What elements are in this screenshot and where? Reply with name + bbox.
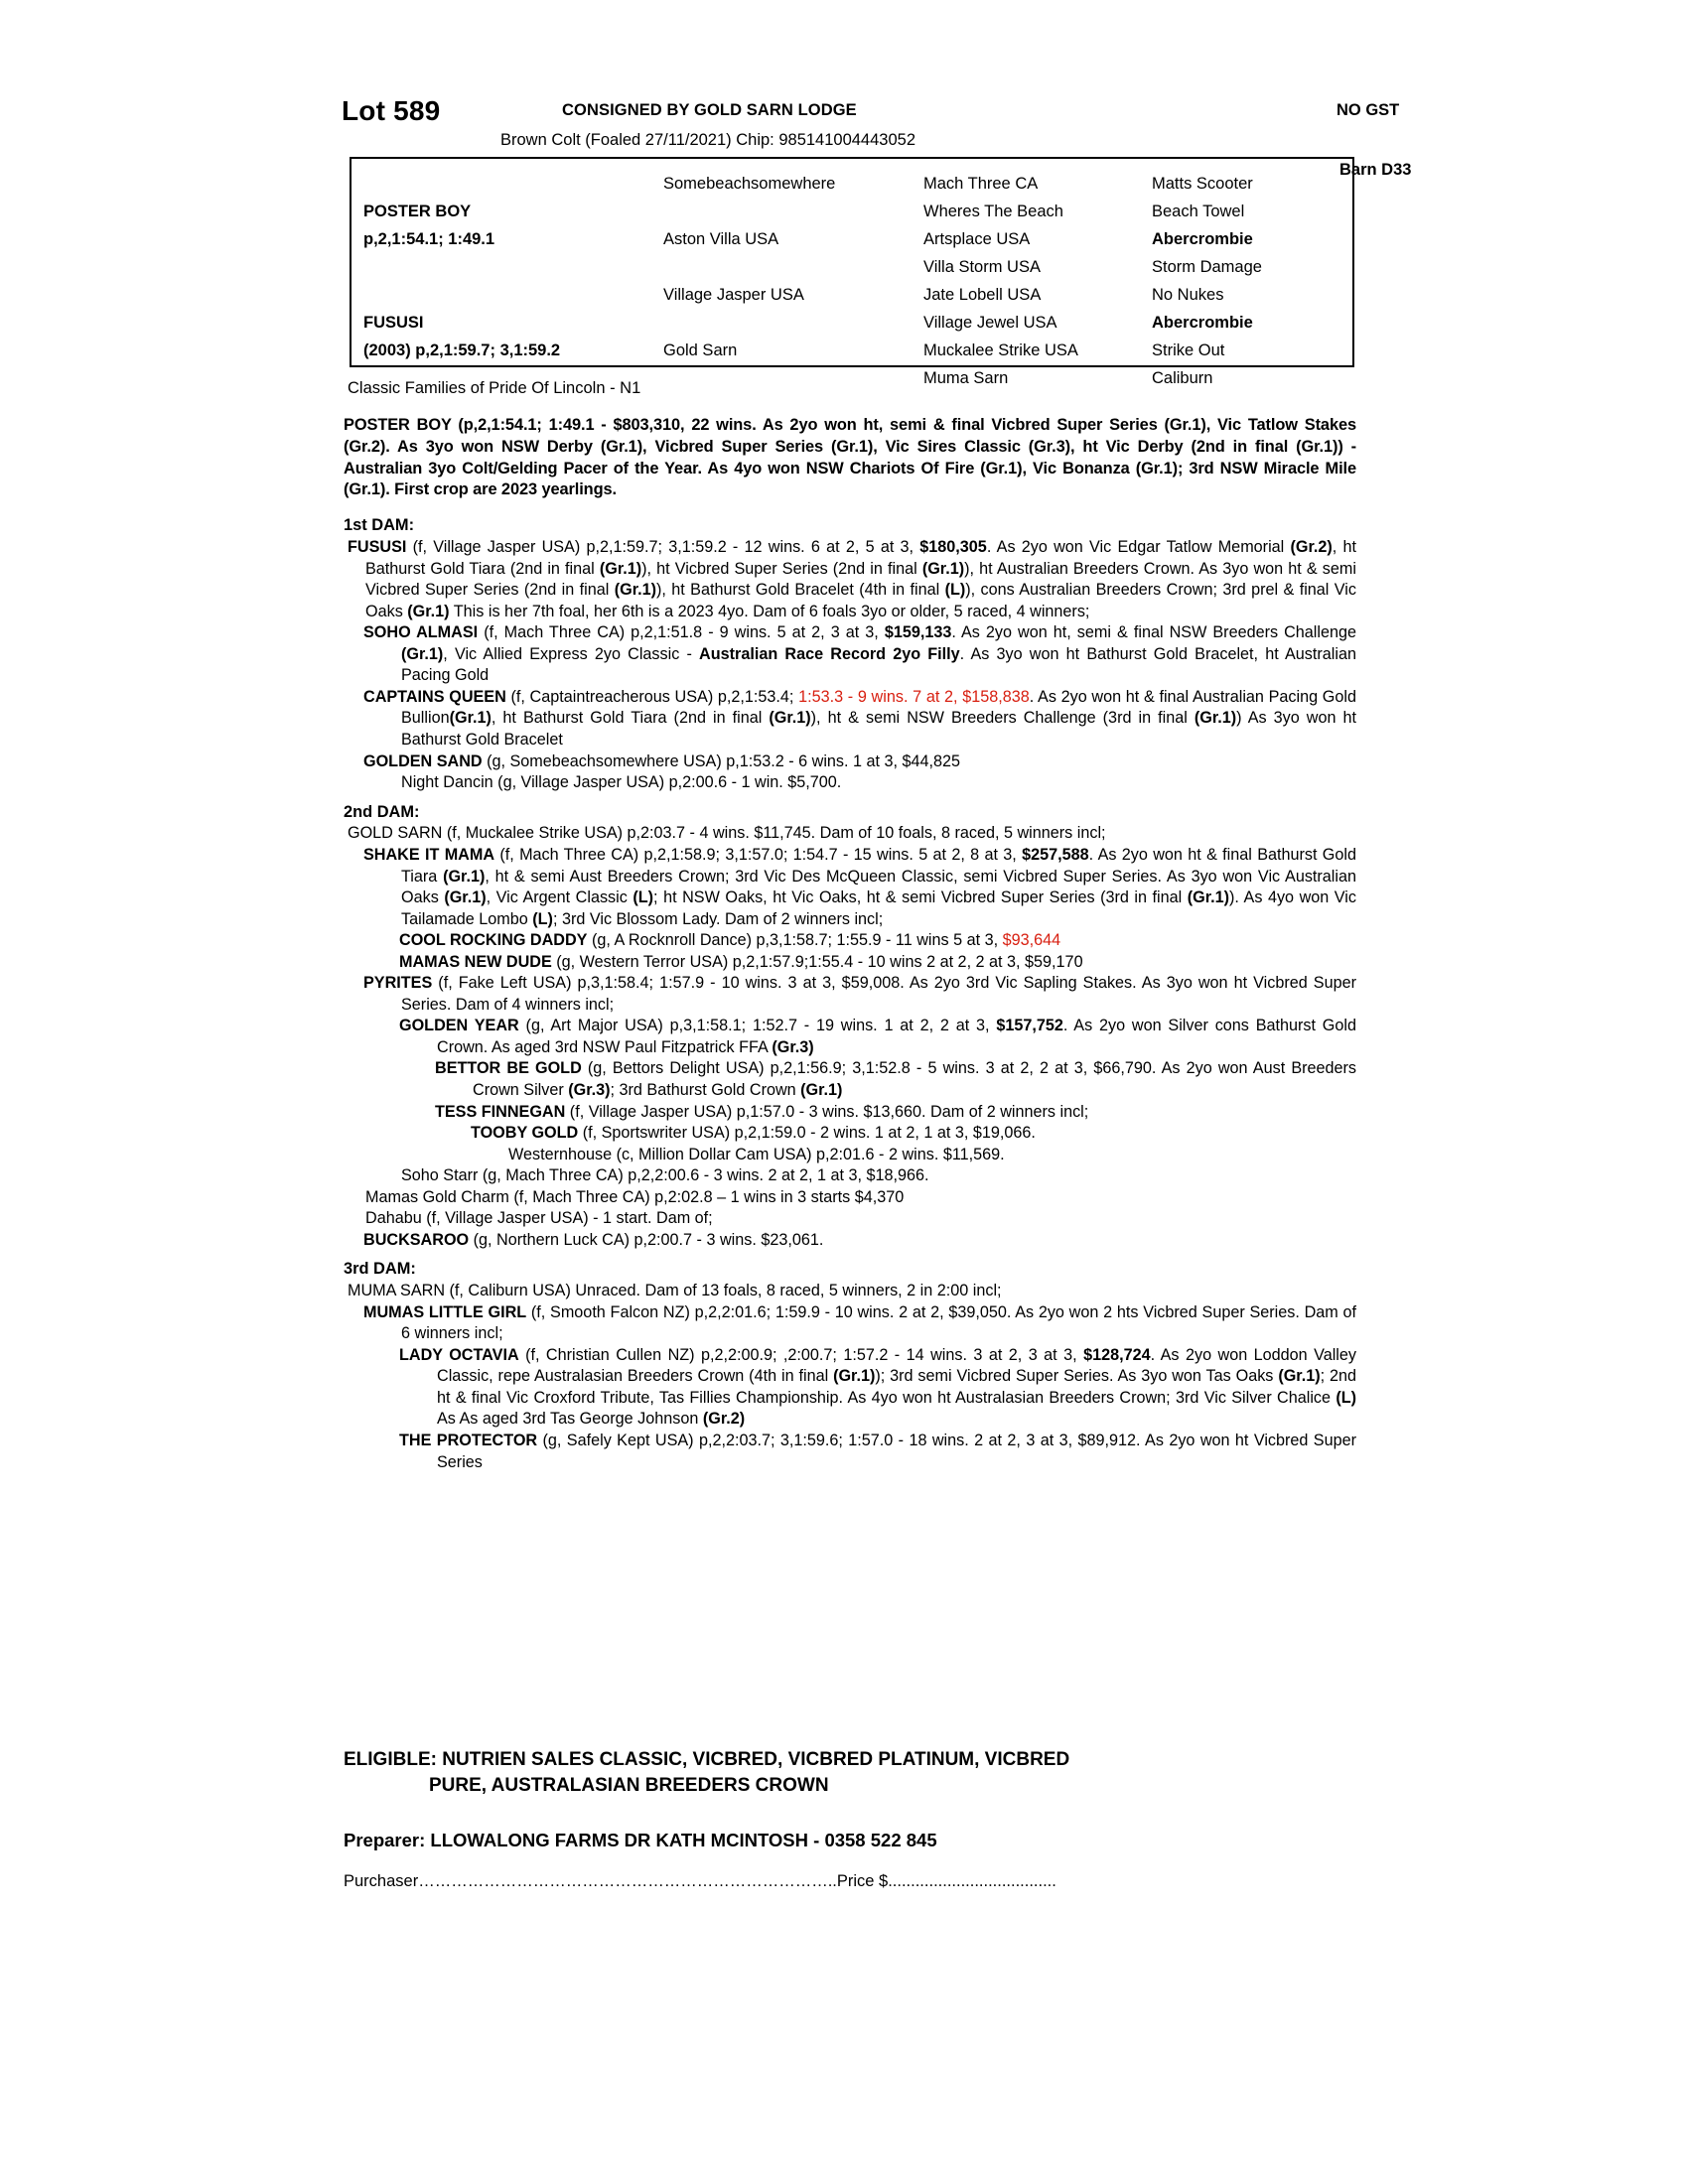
progeny-entry: Dahabu (f, Village Jasper USA) - 1 start. Dam of; [365, 1209, 713, 1228]
progeny-entry: COOL ROCKING DADDY (g, A Rocknroll Dance) p,3,1:58.7; 1:55.9 - 11 wins 5 at 3, $93,644 [399, 931, 1061, 950]
pedigree-cell: Villa Storm USA [923, 258, 1041, 276]
preparer-line: Preparer: LLOWALONG FARMS DR KATH MCINTOSH - 0358 522 845 [344, 1830, 937, 1850]
sire-name: POSTER BOY [363, 203, 472, 220]
pedigree-cell: No Nukes [1152, 286, 1224, 304]
pedigree-cell: Matts Scooter [1152, 175, 1253, 193]
pedigree-cell: Jate Lobell USA [923, 286, 1042, 304]
third-dam-heading: 3rd DAM: [344, 1260, 416, 1279]
pedigree-column-great-grandparents [910, 159, 1138, 387]
pedigree-cell: Village Jasper USA [663, 286, 804, 304]
eligibility-line-1: ELIGIBLE: NUTRIEN SALES CLASSIC, VICBRED, VICBRED PLATINUM, VICBRED [344, 1749, 1070, 1770]
progeny-entry: TESS FINNEGAN (f, Village Jasper USA) p,1:57.0 - 3 wins. $13,660. Dam of 2 winners incl; [435, 1102, 1089, 1121]
second-dam-heading: 2nd DAM: [344, 802, 420, 821]
progeny-entry: MUMAS LITTLE GIRL (f, Smooth Falcon NZ) p,2,2:01.6; 1:59.9 - 10 wins. 2 at 2, $39,050. As 2yo won 2 hts Vicbred Super Series. Dam of 6 winners incl; [363, 1302, 1357, 1343]
progeny-entry: GOLDEN YEAR (g, Art Major USA) p,3,1:58.1; 1:52.7 - 19 wins. 1 at 2, 2 at 3, $157,752. As 2yo won Silver cons Bathurst Gold Crown. As aged 3rd NSW Paul Fitzpatrick FFA (Gr.3) [399, 1017, 1356, 1056]
pedigree-cell: Mach Three CA [923, 175, 1039, 193]
progeny-entry: Westernhouse (c, Million Dollar Cam USA) p,2:01.6 - 2 wins. $11,569. [508, 1145, 1005, 1163]
pedigree-cell: Caliburn [1152, 369, 1213, 387]
progeny-entry: LADY OCTAVIA (f, Christian Cullen NZ) p,2,2:00.9; ,2:00.7; 1:57.2 - 14 wins. 3 at 2, 3 at 3, $128,724. As 2yo won Loddon Valley Classic, repe Australasian Breeders Crown (4th in final (Gr.1)); 3rd semi Vicbred Super Series. As 3yo won Tas Oaks (Gr.1); 2nd ht & final Vic Croxford Tribute, Tas Fillies Championship. As 4yo won ht Australasian Breeders Crown; 3rd Vic Silver Chalice (L) As As aged 3rd Tas George Johnson (Gr.2) [399, 1345, 1356, 1429]
pedigree-cell: Gold Sarn [663, 341, 738, 359]
pedigree-cell: Muckalee Strike USA [923, 341, 1078, 359]
eligibility-block [344, 1747, 1356, 1798]
progeny-entry: TOOBY GOLD (f, Sportswriter USA) p,2,1:59.0 - 2 wins. 1 at 2, 1 at 3, $19,066. [471, 1124, 1036, 1143]
barn-number: Barn D33 [1339, 161, 1412, 179]
pedigree-cell: Abercrombie [1152, 314, 1253, 332]
pedigree-column-grandparents [649, 159, 910, 365]
eligibility-line-2: PURE, AUSTRALASIAN BREEDERS CROWN [429, 1774, 829, 1796]
classic-families-line: Classic Families of Pride Of Lincoln - N1 [348, 379, 641, 397]
pedigree-cell: Somebeachsomewhere [663, 175, 836, 193]
pedigree-cell: Strike Out [1152, 341, 1225, 359]
dam-record: (2003) p,2,1:59.7; 3,1:59.2 [363, 341, 561, 359]
progeny-entry: PYRITES (f, Fake Left USA) p,3,1:58.4; 1:57.9 - 10 wins. 3 at 3, $59,008. As 2yo 3rd Vic Sapling Stakes. As 3yo won ht Vicbred Super Series. Dam of 4 winners incl; [363, 974, 1356, 1014]
pedigree-cell: Abercrombie [1152, 230, 1253, 248]
dam-entry: FUSUSI (f, Village Jasper USA) p,2,1:59.7; 3,1:59.2 - 12 wins. 6 at 2, 5 at 3, $180,305. As 2yo won Vic Edgar Tatlow Memorial (Gr.2), ht Bathurst Gold Tiara (2nd in final (Gr.1)), ht Vicbred Super Series (2nd in final (Gr.1)), ht Australian Breeders Crown. As 3yo won ht & semi Vicbred Super Series (2nd in final (Gr.1)), ht Bathurst Gold Bracelet (4th in final (L)), cons Australian Breeders Crown; 3rd prel & final Vic Oaks (Gr.1) This is her 7th foal, her 6th is a 2023 4yo. Dam of 6 foals 3yo or older, 5 raced, 4 winners; [348, 538, 1357, 620]
dam-entry: MUMA SARN (f, Caliburn USA) Unraced. Dam of 13 foals, 8 raced, 5 winners, 2 in 2:00 incl; [348, 1282, 1002, 1300]
lot-number: Lot 589 [342, 95, 441, 126]
progeny-entry: Night Dancin (g, Village Jasper USA) p,2:00.6 - 1 win. $5,700. [401, 773, 842, 792]
progeny-entry: BUCKSAROO (g, Northern Luck CA) p,2:00.7 - 3 wins. $23,061. [363, 1230, 824, 1249]
pedigree-table [350, 157, 1354, 387]
progeny-entry: CAPTAINS QUEEN (f, Captaintreacherous USA) p,2,1:53.4; 1:53.3 - 9 wins. 7 at 2, $158,838. As 2yo won ht & final Australian Pacing Gold Bullion(Gr.1), ht Bathurst Gold Tiara (2nd in final (Gr.1)), ht & semi NSW Breeders Challenge (3rd in final (Gr.1)) As 3yo won ht Bathurst Gold Bracelet [363, 687, 1357, 749]
dam-entry: GOLD SARN (f, Muckalee Strike USA) p,2:03.7 - 4 wins. $11,745. Dam of 10 foals, 8 raced, 5 winners incl; [348, 824, 1106, 843]
page-header [95, 52, 1593, 179]
pedigree-cell: Aston Villa USA [663, 230, 779, 248]
consignor-label: CONSIGNED BY GOLD SARN LODGE [562, 101, 857, 119]
progeny-entry: MAMAS NEW DUDE (g, Western Terror USA) p,2,1:57.9;1:55.4 - 10 wins 2 at 2, 2 at 3, $59,170 [399, 952, 1083, 971]
progeny-entry: SHAKE IT MAMA (f, Mach Three CA) p,2,1:58.9; 3,1:57.0; 1:54.7 - 15 wins. 5 at 2, 8 at 3, $257,588. As 2yo won ht & final Bathurst Gold Tiara (Gr.1), ht & semi Aust Breeders Crown; 3rd Vic Des McQueen Classic, semi Vicbred Super Series. As 3yo won Vic Australian Oaks (Gr.1), Vic Argent Classic (L); ht NSW Oaks, ht Vic Oaks, ht & semi Vicbred Super Series (3rd in final (Gr.1)). As 4yo won Vic Tailamade Lombo (L); 3rd Vic Blossom Lady. Dam of 2 winners incl; [363, 845, 1356, 928]
progeny-entry: SOHO ALMASI (f, Mach Three CA) p,2,1:51.8 - 9 wins. 5 at 2, 3 at 3, $159,133. As 2yo won ht, semi & final NSW Breeders Challenge (Gr.1), Vic Allied Express 2yo Classic - Australian Race Record 2yo Filly. As 3yo won ht Bathurst Gold Bracelet, ht Australian Pacing Gold [363, 623, 1356, 685]
pedigree-cell: Wheres The Beach [923, 203, 1063, 220]
progeny-entry: GOLDEN SAND (g, Somebeachsomewhere USA) p,1:53.2 - 6 wins. 1 at 3, $44,825 [363, 751, 961, 770]
pedigree-column-parents [352, 159, 649, 365]
pedigree-cell: Artsplace USA [923, 230, 1031, 248]
progeny-entry: BETTOR BE GOLD (g, Bettors Delight USA) p,2,1:56.9; 3,1:52.8 - 5 wins. 3 at 2, 2 at 3, $66,790. As 2yo won Aust Breeders Crown Silver (Gr.3); 3rd Bathurst Gold Crown (Gr.1) [435, 1059, 1356, 1099]
pedigree-column-fourth-gen [1138, 159, 1354, 387]
dam-name: FUSUSI [363, 314, 424, 332]
gst-status: NO GST [1336, 101, 1400, 119]
progeny-entry: Soho Starr (g, Mach Three CA) p,2,2:00.6 - 3 wins. 2 at 2, 1 at 3, $18,966. [401, 1166, 929, 1185]
progeny-entry: THE PROTECTOR (g, Safely Kept USA) p,2,2:03.7; 3,1:59.6; 1:57.0 - 18 wins. 2 at 2, 3 at 3, $89,912. As 2yo won ht Vicbred Super Series [399, 1432, 1356, 1471]
pedigree-cell: Muma Sarn [923, 369, 1009, 387]
sire-record: p,2,1:54.1; 1:49.1 [363, 230, 495, 248]
sire-summary-paragraph: POSTER BOY (p,2,1:54.1; 1:49.1 - $803,310, 22 wins. As 2yo won ht, semi & final Vicbred Super Series (Gr.1), Vic Tatlow Stakes (Gr.2). As 3yo won NSW Derby (Gr.1), Vicbred Super Series (Gr.1), Vic Sires Classic (Gr.3), ht Vic Derby (2nd in final (Gr.1)) - Australian 3yo Colt/Gelding Pacer of the Year. As 4yo won NSW Chariots Of Fire (Gr.1), Vic Bonanza (Gr.1); 3rd NSW Miracle Mile (Gr.1). First crop are 2023 yearlings. [344, 416, 1356, 499]
foaling-details: Brown Colt (Foaled 27/11/2021) Chip: 985141004443052 [500, 131, 915, 149]
pedigree-cell: Beach Towel [1152, 203, 1245, 220]
pedigree-narrative [344, 415, 1356, 1473]
pedigree-cell: Village Jewel USA [923, 314, 1057, 332]
pedigree-cell: Storm Damage [1152, 258, 1262, 276]
first-dam-heading: 1st DAM: [344, 516, 415, 535]
purchaser-line: Purchaser…………………………………………………………………..Price $..................................... [344, 1872, 1056, 1890]
progeny-entry: Mamas Gold Charm (f, Mach Three CA) p,2:02.8 – 1 wins in 3 starts $4,370 [365, 1187, 905, 1206]
